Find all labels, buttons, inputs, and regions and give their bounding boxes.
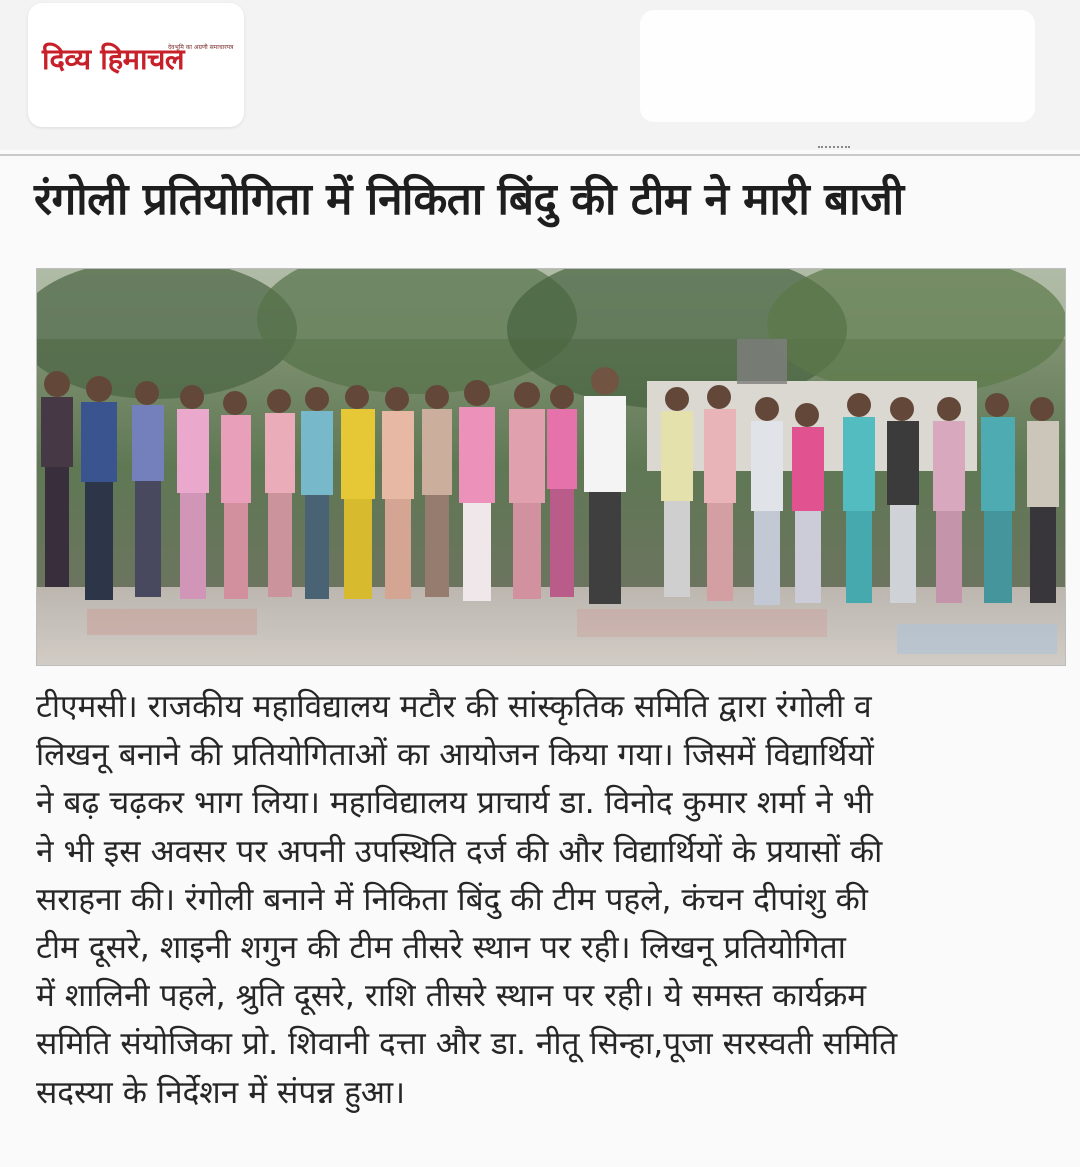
header-divider: [0, 154, 1080, 156]
article-line: सराहना की। रंगोली बनाने में निकिता बिंदु की टीम पहले, कंचन दीपांशु की: [36, 881, 868, 918]
blurred-header-area: [640, 10, 1035, 122]
masthead-logo-card: [28, 3, 244, 127]
group-photo: [36, 268, 1066, 666]
masthead-logo: दिव्य हिमाचल: [42, 42, 185, 76]
article-headline: रंगोली प्रतियोगिता में निकिता बिंदु की टीम ने मारी बाजी: [34, 174, 904, 225]
divider-mark: [818, 146, 850, 154]
group-photo-illustration: [37, 269, 1065, 665]
article-line: टीएमसी। राजकीय महाविद्यालय मटौर की सांस्कृतिक समिति द्वारा रंगोली व: [36, 689, 872, 725]
article-line: ने भी इस अवसर पर अपनी उपस्थिति दर्ज की और विद्यार्थियों के प्रयासों की: [36, 833, 883, 870]
article-line: समिति संयोजिका प्रो. शिवानी दत्ता और डा. नीतू सिन्हा,पूजा सरस्वती समिति: [36, 1026, 898, 1063]
article-line: लिखनू बनाने की प्रतियोगिताओं का आयोजन किया गया। जिसमें विद्यार्थियों: [36, 737, 874, 774]
article-line: टीम दूसरे, शाइनी शगुन की टीम तीसरे स्थान पर रही। लिखनू प्रतियोगिता: [36, 929, 846, 966]
article-line: सदस्या के निर्देशन में संपन्न हुआ।: [36, 1074, 406, 1111]
article-line: ने बढ़ चढ़कर भाग लिया। महाविद्यालय प्राचार्य डा. विनोद कुमार शर्मा ने भी: [36, 785, 873, 822]
article-body: [36, 683, 1062, 1117]
masthead-tagline: देवभूमि का अग्रणी समाचारपत्र: [168, 44, 234, 51]
article-line: में शालिनी पहले, श्रुति दूसरे, राशि तीसरे स्थान पर रही। ये समस्त कार्यक्रम: [36, 978, 867, 1015]
